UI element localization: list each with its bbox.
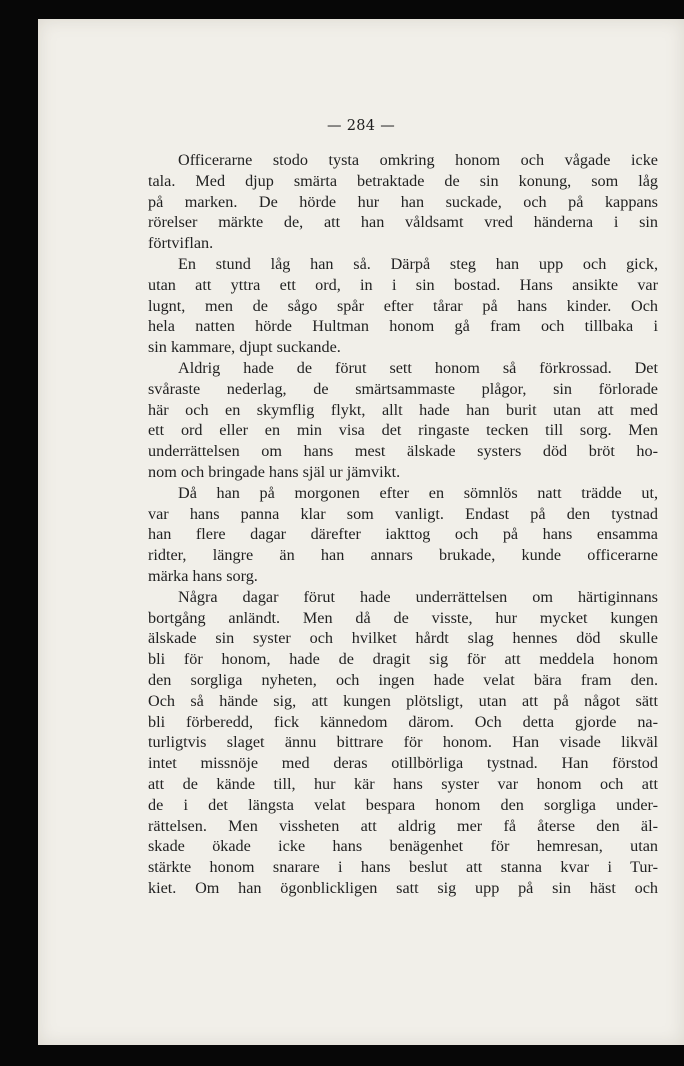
text-line: nom och bringade hans själ ur jämvikt. (148, 462, 401, 481)
text-line: märka hans sorg. (148, 566, 258, 585)
text-line: han flere dagar därefter iakttog och på hans ensamma (148, 525, 658, 544)
text-line: Aldrig hade de förut sett honom så förkrossad. Det (178, 358, 658, 377)
text-line: att de kände till, hur kär hans syster var honom och att (148, 774, 658, 793)
text-line: En stund låg han så. Därpå steg han upp och gick, (178, 254, 658, 273)
text-line: rörelser märkte de, att han våldsamt vred händerna i sin (148, 213, 658, 232)
text-line: rättelsen. Men vissheten att aldrig mer få återse den äl- (148, 816, 658, 835)
text-line: förtviflan. (148, 234, 214, 253)
text-line: bli förberedd, fick kännedom därom. Och detta gjorde na- (148, 712, 658, 731)
text-line: de i det längsta velat bespara honom den sorgliga under- (148, 795, 658, 814)
text-line: kiet. Om han ögonblickligen satt sig upp på sin häst och (148, 878, 658, 897)
text-line: bli för honom, hade de dragit sig för att meddela honom (148, 650, 658, 669)
text-line: intet missnöje med deras otillbörliga tystnad. Han förstod (148, 754, 658, 773)
text-line: ett ord eller en min visa det ringaste tecken till sorg. Men (148, 421, 658, 440)
paragraph (148, 254, 658, 358)
text-line: Då han på morgonen efter en sömnlös natt trädde ut, (178, 483, 658, 502)
text-line: Officerarne stodo tysta omkring honom och vågade icke (178, 151, 658, 169)
paragraph (148, 358, 658, 483)
paragraph (148, 587, 658, 899)
text-line: här och en skymflig flykt, allt hade han burit utan att med (148, 400, 658, 419)
text-line: tala. Med djup smärta betraktade de sin konung, som låg (148, 171, 658, 190)
paragraph (148, 483, 658, 587)
paragraph (148, 150, 658, 254)
text-line: den sorgliga nyheten, och ingen hade velat bära fram den. (148, 670, 658, 689)
text-line: hela natten hörde Hultman honom gå fram och tillbaka i (148, 317, 658, 336)
text-line: var hans panna klar som vanligt. Endast på den tystnad (148, 504, 658, 523)
text-line: Några dagar förut hade underrättelsen om härtiginnans (178, 587, 658, 606)
text-line: stärkte honom snarare i hans beslut att stanna kvar i Tur- (148, 858, 658, 877)
text-line: utan att yttra ett ord, in i sin bostad. Hans ansikte var (148, 275, 658, 294)
text-line: ridter, längre än han annars brukade, kunde officerarne (148, 546, 658, 565)
text-line: underrättelsen om hans mest älskade systers död bröt ho- (148, 442, 658, 461)
text-line: på marken. De hörde hur han suckade, och på kappans (148, 192, 658, 211)
text-line: sin kammare, djupt suckande. (148, 338, 341, 357)
text-line: Och så hände sig, att kungen plötsligt, utan att på något sätt (148, 691, 658, 710)
text-line: svåraste nederlag, de smärtsammaste plågor, sin förlorade (148, 379, 658, 398)
text-line: turligtvis slaget ännu bittrare för honom. Han visade likväl (148, 733, 658, 752)
text-line: skade ökade icke hans benägenhet för hemresan, utan (148, 837, 658, 856)
body-text (148, 150, 658, 899)
text-line: älskade sin syster och hvilket hårdt slag hennes död skulle (148, 629, 658, 648)
book-page (38, 19, 684, 1045)
page-number: — 284 — (327, 118, 395, 134)
text-line: bortgång anländt. Men då de visste, hur mycket kungen (148, 608, 658, 627)
text-line: lugnt, men de sågo spår efter tårar på hans kinder. Och (148, 296, 658, 315)
